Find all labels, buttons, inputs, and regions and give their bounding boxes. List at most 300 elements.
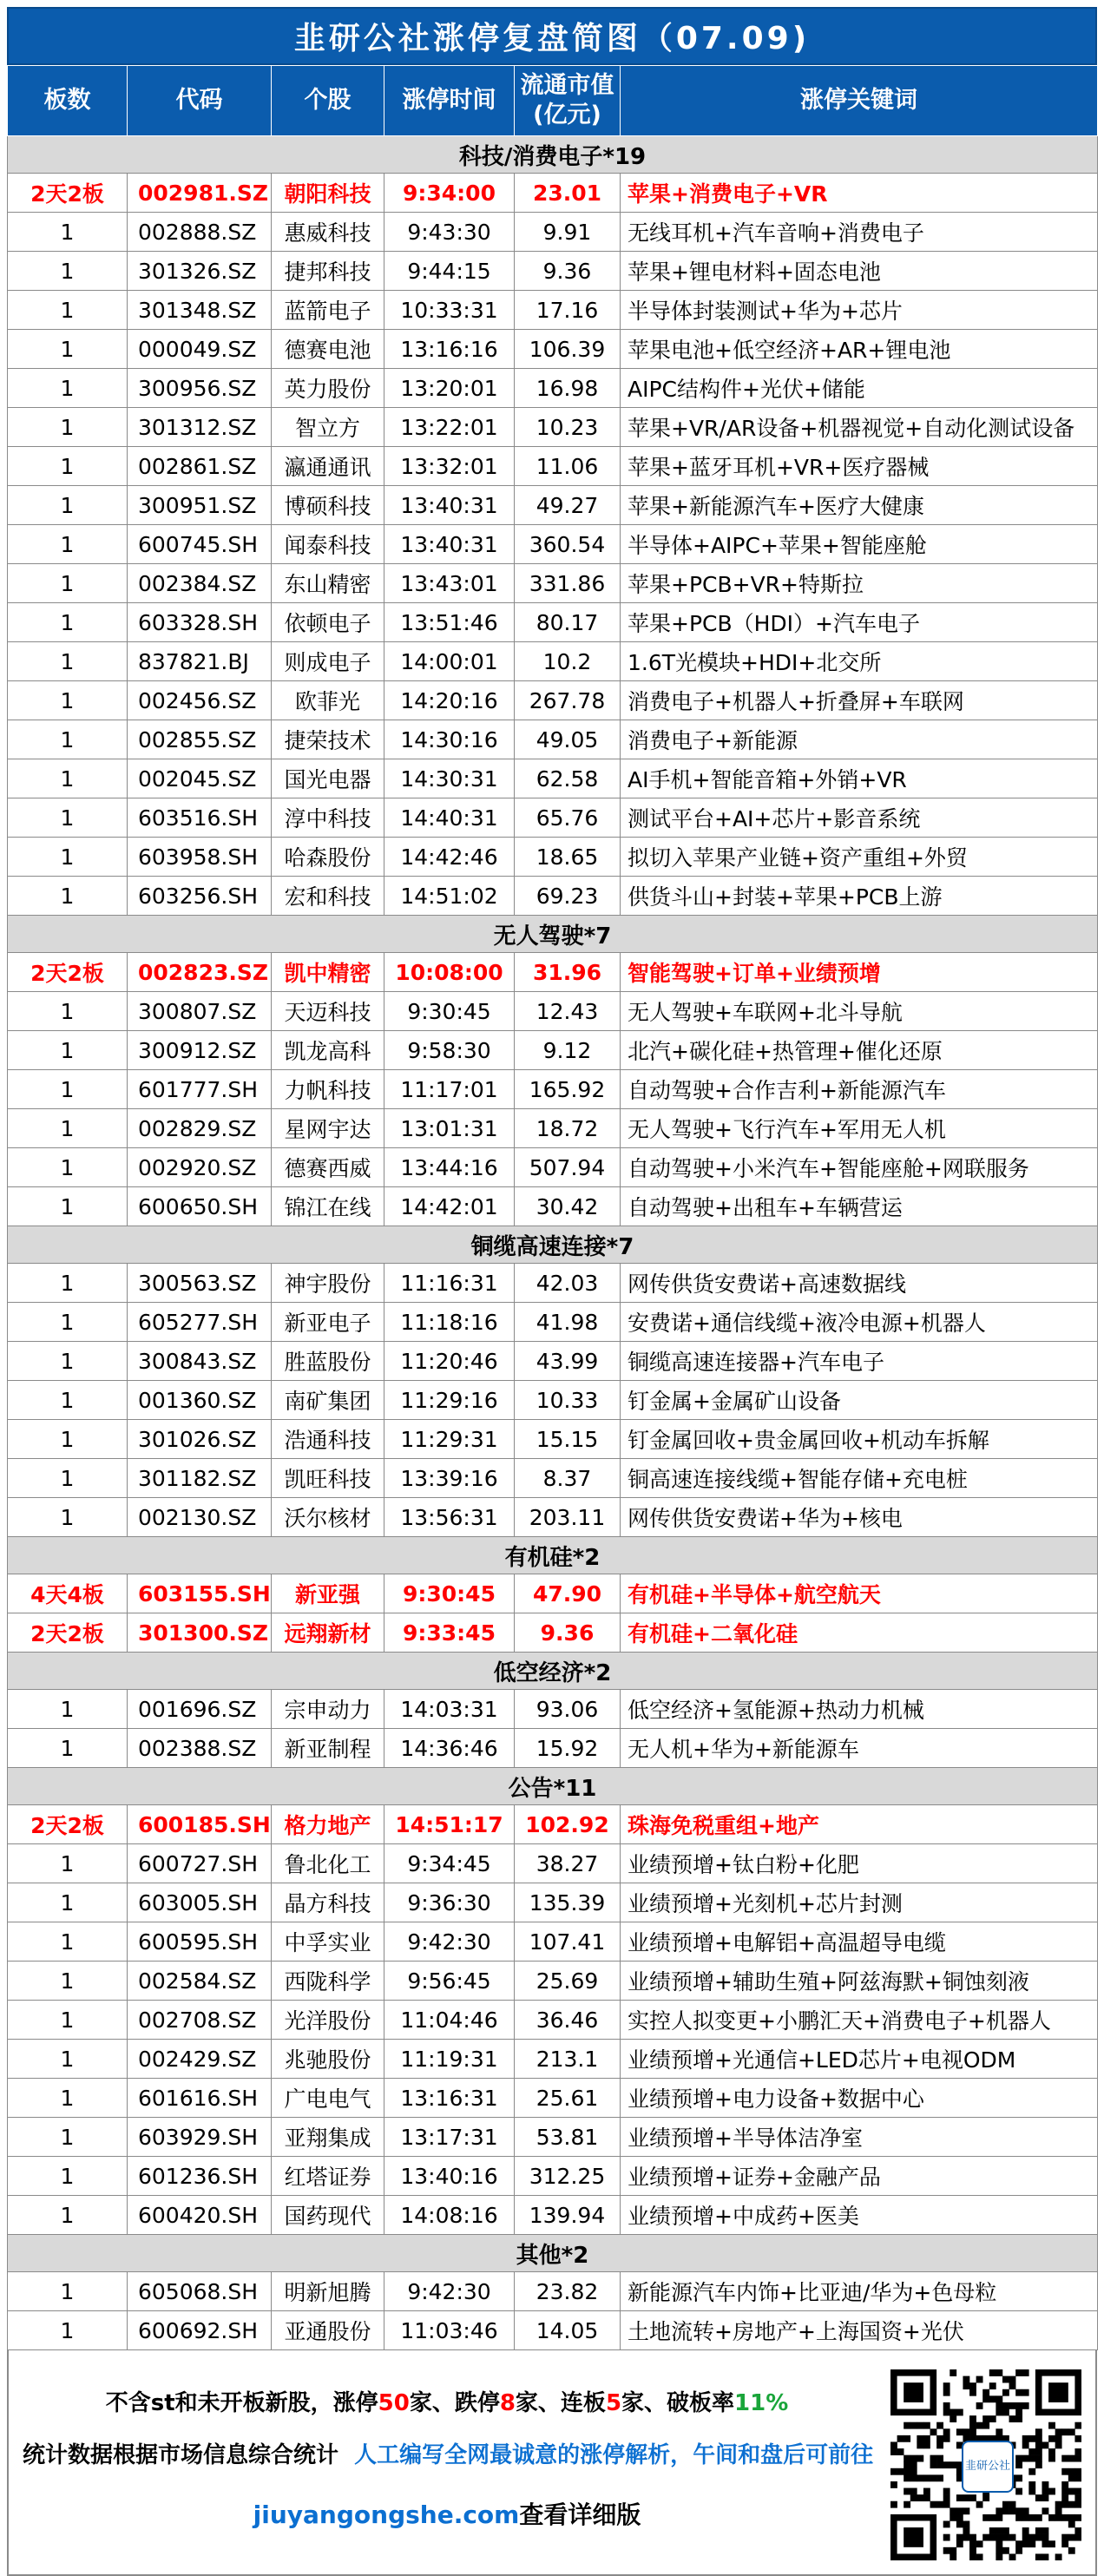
table-row — [8, 877, 1098, 916]
cell-market-cap: 107.41 — [515, 1922, 621, 1962]
cell-keywords: 测试平台+AI+芯片+影音系统 — [621, 798, 1098, 838]
cell-market-cap: 139.94 — [515, 2196, 621, 2235]
cell-market-cap: 9.36 — [515, 1613, 621, 1653]
cell-boards: 1 — [8, 2118, 128, 2157]
cell-market-cap: 23.82 — [515, 2272, 621, 2311]
cell-stock-name: 惠威科技 — [272, 213, 384, 252]
cell-limit-time: 14:51:02 — [384, 877, 515, 916]
cell-keywords: 苹果+新能源汽车+医疗大健康 — [621, 486, 1098, 525]
cell-code: 601777.SH — [128, 1070, 272, 1109]
table-row — [8, 564, 1098, 603]
cell-stock-name: 凯中精密 — [272, 953, 384, 992]
cell-keywords: 苹果+消费电子+VR — [621, 174, 1098, 213]
stats-text-d: 家、破板率 — [621, 2390, 735, 2416]
table-row — [8, 681, 1098, 720]
table-row — [8, 838, 1098, 877]
cell-boards: 1 — [8, 1690, 128, 1729]
cell-code: 002384.SZ — [128, 564, 272, 603]
cell-stock-name: 淳中科技 — [272, 798, 384, 838]
table-row — [8, 1070, 1098, 1109]
cell-market-cap: 65.76 — [515, 798, 621, 838]
cell-boards: 2天2板 — [8, 1613, 128, 1653]
table-row — [8, 2196, 1098, 2235]
cell-limit-time: 9:56:45 — [384, 1962, 515, 2001]
cell-limit-time: 11:20:46 — [384, 1342, 515, 1381]
cell-keywords: 自动驾驶+小米汽车+智能座舱+网联服务 — [621, 1148, 1098, 1187]
cell-limit-time: 14:20:16 — [384, 681, 515, 720]
site-link[interactable]: jiuyangongshe.com — [253, 2500, 520, 2529]
cell-keywords: 铜高速连接线缆+智能存储+充电桩 — [621, 1459, 1098, 1498]
cell-boards: 1 — [8, 408, 128, 447]
cell-stock-name: 博硕科技 — [272, 486, 384, 525]
cell-market-cap: 267.78 — [515, 681, 621, 720]
table-row — [8, 2040, 1098, 2079]
cell-code: 002584.SZ — [128, 1962, 272, 2001]
table-row — [8, 252, 1098, 291]
cell-stock-name: 德赛西威 — [272, 1148, 384, 1187]
cell-stock-name: 凯旺科技 — [272, 1459, 384, 1498]
cell-market-cap: 360.54 — [515, 525, 621, 564]
cell-stock-name: 天迈科技 — [272, 992, 384, 1031]
cell-code: 002829.SZ — [128, 1109, 272, 1148]
section-title: 低空经济*2 — [8, 1653, 1098, 1690]
table-row — [8, 1922, 1098, 1962]
cell-stock-name: 德赛电池 — [272, 330, 384, 369]
stats-text-a: 不含st和未开板新股，涨停 — [105, 2390, 378, 2416]
table-row — [8, 2118, 1098, 2157]
cell-boards: 1 — [8, 603, 128, 642]
cell-keywords: 业绩预增+半导体洁净室 — [621, 2118, 1098, 2157]
cell-keywords: 自动驾驶+合作吉利+新能源汽车 — [621, 1070, 1098, 1109]
cell-market-cap: 10.33 — [515, 1381, 621, 1420]
cell-code: 603256.SH — [128, 877, 272, 916]
cell-boards: 1 — [8, 798, 128, 838]
cell-code: 601236.SH — [128, 2157, 272, 2196]
cell-code: 600745.SH — [128, 525, 272, 564]
cell-keywords: 北汽+碳化硅+热管理+催化还原 — [621, 1031, 1098, 1070]
cell-limit-time: 13:40:31 — [384, 486, 515, 525]
cell-code: 603929.SH — [128, 2118, 272, 2157]
cell-limit-time: 13:32:01 — [384, 447, 515, 486]
cell-code: 600692.SH — [128, 2311, 272, 2350]
cell-keywords: 无人驾驶+车联网+北斗导航 — [621, 992, 1098, 1031]
cell-stock-name: 星网宇达 — [272, 1109, 384, 1148]
cell-code: 603005.SH — [128, 1883, 272, 1922]
cell-keywords: 拟切入苹果产业链+资产重组+外贸 — [621, 838, 1098, 877]
cell-boards: 1 — [8, 447, 128, 486]
cell-boards: 1 — [8, 1420, 128, 1459]
cell-keywords: 苹果+PCB（HDI）+汽车电子 — [621, 603, 1098, 642]
cell-code: 837821.BJ — [128, 642, 272, 681]
cell-boards: 1 — [8, 1459, 128, 1498]
page-title: 韭研公社涨停复盘简图（07.09) — [7, 7, 1097, 65]
break-rate: 11% — [734, 2390, 789, 2416]
cell-keywords: 自动驾驶+出租车+车辆营运 — [621, 1187, 1098, 1226]
table-row — [8, 1303, 1098, 1342]
cell-stock-name: 锦江在线 — [272, 1187, 384, 1226]
cell-limit-time: 14:51:17 — [384, 1805, 515, 1844]
cell-boards: 1 — [8, 838, 128, 877]
section-title: 公告*11 — [8, 1768, 1098, 1805]
cell-limit-time: 14:40:31 — [384, 798, 515, 838]
table-row — [8, 486, 1098, 525]
cell-code: 002429.SZ — [128, 2040, 272, 2079]
cell-limit-time: 10:08:00 — [384, 953, 515, 992]
table-row — [8, 603, 1098, 642]
cell-keywords: 铜缆高速连接器+汽车电子 — [621, 1342, 1098, 1381]
cell-keywords: 业绩预增+光通信+LED芯片+电视ODM — [621, 2040, 1098, 2079]
table-row — [8, 1962, 1098, 2001]
cell-stock-name: 鲁北化工 — [272, 1844, 384, 1883]
table-row — [8, 1264, 1098, 1303]
cell-keywords: 钉金属回收+贵金属回收+机动车拆解 — [621, 1420, 1098, 1459]
cell-boards: 1 — [8, 1031, 128, 1070]
table-row — [8, 213, 1098, 252]
table-row — [8, 408, 1098, 447]
cell-boards: 2天2板 — [8, 953, 128, 992]
cell-keywords: 有机硅+半导体+航空航天 — [621, 1574, 1098, 1613]
table-row — [8, 798, 1098, 838]
cell-limit-time: 13:22:01 — [384, 408, 515, 447]
footer — [7, 2350, 1097, 2576]
header-cap-line1: 流通市值 — [520, 72, 614, 99]
section-title: 无人驾驶*7 — [8, 916, 1098, 953]
cell-keywords: AIPC结构件+光伏+储能 — [621, 369, 1098, 408]
cell-limit-time: 13:17:31 — [384, 2118, 515, 2157]
footer-note — [23, 2437, 873, 2469]
cell-market-cap: 47.90 — [515, 1574, 621, 1613]
table-body — [8, 136, 1098, 2350]
cell-keywords: 土地流转+房地产+上海国资+光伏 — [621, 2311, 1098, 2350]
table-row — [8, 1844, 1098, 1883]
table-row — [8, 291, 1098, 330]
cell-keywords: 无线耳机+汽车音响+消费电子 — [621, 213, 1098, 252]
cell-market-cap: 10.23 — [515, 408, 621, 447]
cell-limit-time: 13:40:31 — [384, 525, 515, 564]
cell-code: 603155.SH — [128, 1574, 272, 1613]
cell-keywords: 半导体+AIPC+苹果+智能座舱 — [621, 525, 1098, 564]
header-cap-line2: (亿元) — [533, 102, 601, 128]
cell-boards: 1 — [8, 1962, 128, 2001]
review-sheet — [7, 7, 1097, 2529]
cell-limit-time: 11:16:31 — [384, 1264, 515, 1303]
cell-limit-time: 13:43:01 — [384, 564, 515, 603]
cell-market-cap: 135.39 — [515, 1883, 621, 1922]
cell-market-cap: 93.06 — [515, 1690, 621, 1729]
cell-stock-name: 新亚强 — [272, 1574, 384, 1613]
cell-boards: 1 — [8, 2001, 128, 2040]
cell-stock-name: 哈森股份 — [272, 838, 384, 877]
cell-stock-name: 英力股份 — [272, 369, 384, 408]
cell-boards: 1 — [8, 720, 128, 759]
cell-boards: 1 — [8, 1883, 128, 1922]
cell-keywords: 消费电子+新能源 — [621, 720, 1098, 759]
cell-stock-name: 捷荣技术 — [272, 720, 384, 759]
cell-boards: 1 — [8, 759, 128, 798]
cell-boards: 1 — [8, 2196, 128, 2235]
cell-limit-time: 11:29:31 — [384, 1420, 515, 1459]
cell-market-cap: 15.92 — [515, 1729, 621, 1768]
cell-limit-time: 14:30:16 — [384, 720, 515, 759]
table-row — [8, 1729, 1098, 1768]
table-row — [8, 525, 1098, 564]
cell-market-cap: 30.42 — [515, 1187, 621, 1226]
section-header — [8, 1768, 1098, 1805]
cell-stock-name: 格力地产 — [272, 1805, 384, 1844]
cell-code: 002130.SZ — [128, 1498, 272, 1537]
cell-code: 300912.SZ — [128, 1031, 272, 1070]
cell-code: 300843.SZ — [128, 1342, 272, 1381]
cell-boards: 1 — [8, 2311, 128, 2350]
cell-limit-time: 9:30:45 — [384, 1574, 515, 1613]
cell-market-cap: 8.37 — [515, 1459, 621, 1498]
cell-keywords: 新能源汽车内饰+比亚迪/华为+色母粒 — [621, 2272, 1098, 2311]
site-link-suffix: 查看详细版 — [519, 2500, 641, 2529]
table-row — [8, 953, 1098, 992]
cell-limit-time: 14:03:31 — [384, 1690, 515, 1729]
cell-boards: 1 — [8, 1264, 128, 1303]
qr-center-logo: 韭研公社 — [962, 2441, 1014, 2493]
cell-limit-time: 10:33:31 — [384, 291, 515, 330]
limit-down-count: 8 — [499, 2390, 516, 2416]
cell-boards: 1 — [8, 1342, 128, 1381]
header-market-cap — [515, 66, 621, 136]
table-row — [8, 2272, 1098, 2311]
cell-keywords: 业绩预增+光刻机+芯片封测 — [621, 1883, 1098, 1922]
cell-boards: 1 — [8, 992, 128, 1031]
cell-limit-time: 11:04:46 — [384, 2001, 515, 2040]
cell-limit-time: 13:51:46 — [384, 603, 515, 642]
table-row — [8, 1690, 1098, 1729]
cell-keywords: 半导体封装测试+华为+芯片 — [621, 291, 1098, 330]
cell-keywords: 低空经济+氢能源+热动力机械 — [621, 1690, 1098, 1729]
cell-limit-time: 13:20:01 — [384, 369, 515, 408]
cell-boards: 1 — [8, 213, 128, 252]
stats-text-b: 家、跌停 — [409, 2390, 500, 2416]
cell-limit-time: 9:58:30 — [384, 1031, 515, 1070]
cell-keywords: 业绩预增+辅助生殖+阿兹海默+铜蚀刻液 — [621, 1962, 1098, 2001]
cell-limit-time: 13:40:16 — [384, 2157, 515, 2196]
cell-market-cap: 31.96 — [515, 953, 621, 992]
cell-keywords: 安费诺+通信线缆+液冷电源+机器人 — [621, 1303, 1098, 1342]
footer-stats — [9, 2385, 885, 2417]
cell-stock-name: 力帆科技 — [272, 1070, 384, 1109]
table-row — [8, 1109, 1098, 1148]
table-row — [8, 369, 1098, 408]
cell-code: 002888.SZ — [128, 213, 272, 252]
cell-code: 300807.SZ — [128, 992, 272, 1031]
section-header — [8, 2235, 1098, 2272]
section-title: 科技/消费电子*19 — [8, 136, 1098, 174]
cell-keywords: 有机硅+二氧化硅 — [621, 1613, 1098, 1653]
cell-boards: 1 — [8, 1109, 128, 1148]
cell-code: 603958.SH — [128, 838, 272, 877]
cell-keywords: 苹果+PCB+VR+特斯拉 — [621, 564, 1098, 603]
cell-keywords: 业绩预增+电解铝+高温超导电缆 — [621, 1922, 1098, 1962]
cell-market-cap: 49.05 — [515, 720, 621, 759]
cell-market-cap: 38.27 — [515, 1844, 621, 1883]
cell-stock-name: 则成电子 — [272, 642, 384, 681]
section-header — [8, 916, 1098, 953]
cell-boards: 1 — [8, 1729, 128, 1768]
table-row — [8, 447, 1098, 486]
cell-code: 600650.SH — [128, 1187, 272, 1226]
table-row — [8, 1342, 1098, 1381]
cell-stock-name: 西陇科学 — [272, 1962, 384, 2001]
cell-market-cap: 25.61 — [515, 2079, 621, 2118]
cell-market-cap: 49.27 — [515, 486, 621, 525]
table-row — [8, 759, 1098, 798]
cell-stock-name: 南矿集团 — [272, 1381, 384, 1420]
cell-keywords: 业绩预增+中成药+医美 — [621, 2196, 1098, 2235]
cell-market-cap: 53.81 — [515, 2118, 621, 2157]
cell-stock-name: 亚通股份 — [272, 2311, 384, 2350]
cell-keywords: 苹果+锂电材料+固态电池 — [621, 252, 1098, 291]
table-row — [8, 1031, 1098, 1070]
cell-stock-name: 新亚电子 — [272, 1303, 384, 1342]
cell-stock-name: 捷邦科技 — [272, 252, 384, 291]
cell-boards: 1 — [8, 2040, 128, 2079]
table-row — [8, 174, 1098, 213]
cell-market-cap: 11.06 — [515, 447, 621, 486]
note-promo: 人工编写全网最诚意的涨停解析，午间和盘后可前往 — [354, 2442, 874, 2468]
cell-boards: 1 — [8, 525, 128, 564]
table-row — [8, 2311, 1098, 2350]
cell-code: 301348.SZ — [128, 291, 272, 330]
cell-market-cap: 25.69 — [515, 1962, 621, 2001]
cell-keywords: 业绩预增+证券+金融产品 — [621, 2157, 1098, 2196]
cell-code: 300563.SZ — [128, 1264, 272, 1303]
cell-limit-time: 13:39:16 — [384, 1459, 515, 1498]
cell-market-cap: 43.99 — [515, 1342, 621, 1381]
cell-market-cap: 23.01 — [515, 174, 621, 213]
header-time: 涨停时间 — [384, 66, 515, 136]
cell-boards: 1 — [8, 1070, 128, 1109]
cell-code: 002823.SZ — [128, 953, 272, 992]
section-title: 有机硅*2 — [8, 1537, 1098, 1574]
cell-boards: 1 — [8, 681, 128, 720]
cell-stock-name: 中孚实业 — [272, 1922, 384, 1962]
cell-keywords: 智能驾驶+订单+业绩预增 — [621, 953, 1098, 992]
cell-market-cap: 18.65 — [515, 838, 621, 877]
cell-code: 600420.SH — [128, 2196, 272, 2235]
cell-code: 300951.SZ — [128, 486, 272, 525]
cell-boards: 1 — [8, 877, 128, 916]
table-row — [8, 2079, 1098, 2118]
cell-code: 001360.SZ — [128, 1381, 272, 1420]
cell-keywords: 苹果+VR/AR设备+机器视觉+自动化测试设备 — [621, 408, 1098, 447]
cell-stock-name: 神宇股份 — [272, 1264, 384, 1303]
cell-code: 600595.SH — [128, 1922, 272, 1962]
cell-stock-name: 浩通科技 — [272, 1420, 384, 1459]
cell-keywords: 1.6T光模块+HDI+北交所 — [621, 642, 1098, 681]
cell-boards: 1 — [8, 1844, 128, 1883]
cell-boards: 1 — [8, 1187, 128, 1226]
cell-limit-time: 9:33:45 — [384, 1613, 515, 1653]
cell-market-cap: 9.36 — [515, 252, 621, 291]
table-row — [8, 330, 1098, 369]
cell-stock-name: 沃尔核材 — [272, 1498, 384, 1537]
cell-limit-time: 13:16:16 — [384, 330, 515, 369]
limit-up-count: 50 — [378, 2390, 410, 2416]
cell-market-cap: 331.86 — [515, 564, 621, 603]
section-header — [8, 136, 1098, 174]
header-boards: 板数 — [8, 66, 128, 136]
cell-code: 603328.SH — [128, 603, 272, 642]
cell-keywords: 网传供货安费诺+华为+核电 — [621, 1498, 1098, 1537]
cell-stock-name: 胜蓝股份 — [272, 1342, 384, 1381]
cell-stock-name: 明新旭腾 — [272, 2272, 384, 2311]
cell-boards: 1 — [8, 486, 128, 525]
cell-code: 301312.SZ — [128, 408, 272, 447]
cell-market-cap: 165.92 — [515, 1070, 621, 1109]
table-row — [8, 1187, 1098, 1226]
cell-limit-time: 13:01:31 — [384, 1109, 515, 1148]
cell-stock-name: 兆驰股份 — [272, 2040, 384, 2079]
cell-keywords: 消费电子+机器人+折叠屏+车联网 — [621, 681, 1098, 720]
cell-limit-time: 11:29:16 — [384, 1381, 515, 1420]
cell-code: 000049.SZ — [128, 330, 272, 369]
section-header — [8, 1653, 1098, 1690]
cell-boards: 1 — [8, 642, 128, 681]
cell-code: 001696.SZ — [128, 1690, 272, 1729]
cell-stock-name: 亚翔集成 — [272, 2118, 384, 2157]
cell-code: 301300.SZ — [128, 1613, 272, 1653]
table-row — [8, 642, 1098, 681]
cell-market-cap: 12.43 — [515, 992, 621, 1031]
cell-stock-name: 广电电气 — [272, 2079, 384, 2118]
cell-stock-name: 欧菲光 — [272, 681, 384, 720]
cell-keywords: 钉金属+金属矿山设备 — [621, 1381, 1098, 1420]
cell-stock-name: 依顿电子 — [272, 603, 384, 642]
cell-boards: 1 — [8, 1381, 128, 1420]
cell-code: 301326.SZ — [128, 252, 272, 291]
cell-boards: 1 — [8, 252, 128, 291]
cell-boards: 1 — [8, 1498, 128, 1537]
qr-code — [890, 2369, 1081, 2560]
cell-code: 601616.SH — [128, 2079, 272, 2118]
cell-limit-time: 11:19:31 — [384, 2040, 515, 2079]
cell-market-cap: 41.98 — [515, 1303, 621, 1342]
cell-keywords: 业绩预增+钛白粉+化肥 — [621, 1844, 1098, 1883]
cell-stock-name: 国光电器 — [272, 759, 384, 798]
cell-boards: 1 — [8, 2272, 128, 2311]
cell-limit-time: 14:30:31 — [384, 759, 515, 798]
table-row — [8, 992, 1098, 1031]
table-row — [8, 1459, 1098, 1498]
cell-code: 600185.SH — [128, 1805, 272, 1844]
cell-code: 603516.SH — [128, 798, 272, 838]
table-row — [8, 720, 1098, 759]
cell-keywords: 网传供货安费诺+高速数据线 — [621, 1264, 1098, 1303]
cell-market-cap: 42.03 — [515, 1264, 621, 1303]
header-stock: 个股 — [272, 66, 384, 136]
cell-limit-time: 14:08:16 — [384, 2196, 515, 2235]
table-row — [8, 1574, 1098, 1613]
cell-code: 605068.SH — [128, 2272, 272, 2311]
cell-code: 002855.SZ — [128, 720, 272, 759]
cell-limit-time: 9:34:00 — [384, 174, 515, 213]
cell-limit-time: 14:36:46 — [384, 1729, 515, 1768]
footer-link — [9, 2496, 885, 2531]
cell-code: 605277.SH — [128, 1303, 272, 1342]
cell-code: 002456.SZ — [128, 681, 272, 720]
cell-market-cap: 18.72 — [515, 1109, 621, 1148]
cell-keywords: 珠海免税重组+地产 — [621, 1805, 1098, 1844]
cell-keywords: 无人机+华为+新能源车 — [621, 1729, 1098, 1768]
cell-limit-time: 13:16:31 — [384, 2079, 515, 2118]
cell-keywords: AI手机+智能音箱+外销+VR — [621, 759, 1098, 798]
